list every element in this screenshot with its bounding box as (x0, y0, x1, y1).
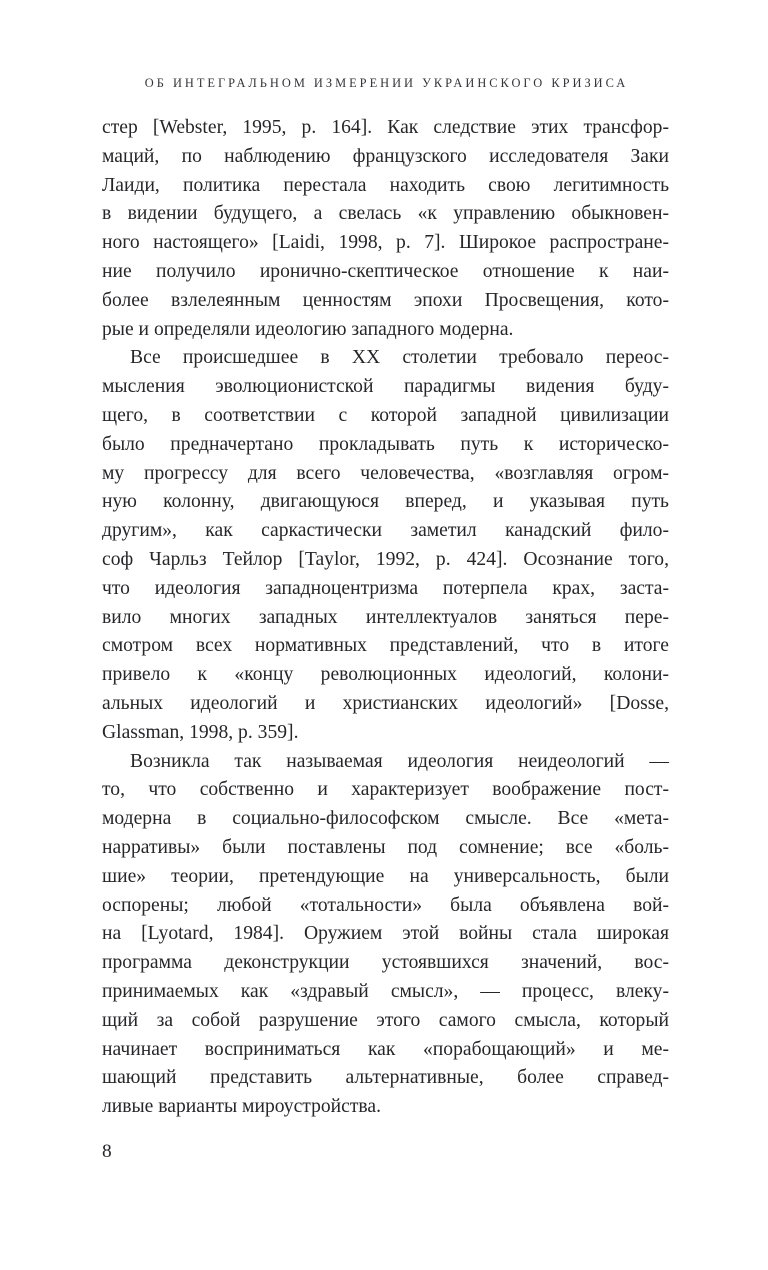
text-line: смотром всех нормативных представлений, что в итоге (102, 635, 669, 657)
text-line: соф Чарльз Тейлор [Taylor, 1992, p. 424]. Осознание того, (102, 548, 669, 570)
text-line: ную колонну, двигающуюся вперед, и указывая путь (102, 491, 669, 513)
text-line: Все происшедшее в XX столетии требовало переос- (130, 347, 669, 369)
running-header: ОБ ИНТЕГРАЛЬНОМ ИЗМЕРЕНИИ УКРАИНСКОГО КРИЗИСА (144, 76, 629, 90)
text-line: ние получило иронично-скептическое отношение к наи- (102, 260, 669, 282)
text-line: что идеология западноцентризма потерпела крах, заста- (102, 577, 669, 599)
text-line: рые и определяли идеологию западного модерна. (102, 318, 514, 340)
text-line: на [Lyotard, 1984]. Оружием этой войны стала широкая (102, 923, 669, 945)
text-line: другим», как саркастически заметил канадский фило- (102, 520, 669, 542)
text-line: нарративы» были поставлены под сомнение; все «боль- (102, 836, 669, 858)
paragraph-1 (102, 114, 669, 344)
text-line: то, что собственно и характеризует воображение пост- (102, 779, 669, 801)
text-line: ного настоящего» [Laidi, 1998, p. 7]. Широкое распростране- (102, 232, 669, 254)
text-line: Возникла так называемая идеология неидеологий — (130, 750, 669, 772)
text-line: маций, по наблюдению французского исследователя Заки (102, 145, 669, 167)
text-line: альных идеологий и христианских идеологий» [Dosse, (102, 692, 669, 714)
text-line: принимаемых как «здравый смысл», — процесс, влеку- (102, 980, 669, 1002)
text-line: Лаиди, политика перестала находить свою легитимность (102, 174, 669, 196)
text-line: более взлелеянным ценностям эпохи Просвещения, кото- (102, 289, 669, 311)
text-line: шающий представить альтернативные, более справед- (102, 1067, 669, 1089)
paragraph-2 (102, 344, 669, 747)
text-line: щего, в соответствии с которой западной цивилизации (102, 404, 669, 426)
text-line: ливые варианты мироустройства. (102, 1096, 382, 1118)
text-line: шие» теории, претендующие на универсальность, были (102, 865, 669, 887)
body-text-block (102, 114, 669, 1122)
text-line: стер [Webster, 1995, p. 164]. Как следствие этих трансфор- (102, 117, 669, 138)
text-line: щий за собой разрушение этого самого смысла, который (102, 1009, 669, 1031)
text-line: было предначертано прокладывать путь к историческо- (102, 433, 669, 455)
text-line: программа деконструкции устоявшихся значений, вос- (102, 952, 669, 974)
text-line: Glassman, 1998, p. 359]. (102, 721, 299, 743)
text-line: му прогрессу для всего человечества, «возглавляя огром- (102, 462, 669, 484)
text-line: модерна в социально-философском смысле. Все «мета- (102, 808, 669, 830)
page-number: 8 (102, 1141, 112, 1162)
paragraph-3 (102, 748, 669, 1122)
text-line: вило многих западных интеллектуалов заняться пере- (102, 606, 669, 628)
text-line: привело к «концу революционных идеологий, колони- (102, 664, 669, 686)
text-line: мысления эволюционистской парадигмы видения буду- (102, 376, 669, 398)
text-line: оспорены; любой «тотальности» была объявлена вой- (102, 894, 669, 916)
text-line: начинает восприниматься как «порабощающий» и ме- (102, 1038, 669, 1060)
text-line: в видении будущего, а свелась «к управлению обыкновен- (102, 203, 669, 225)
